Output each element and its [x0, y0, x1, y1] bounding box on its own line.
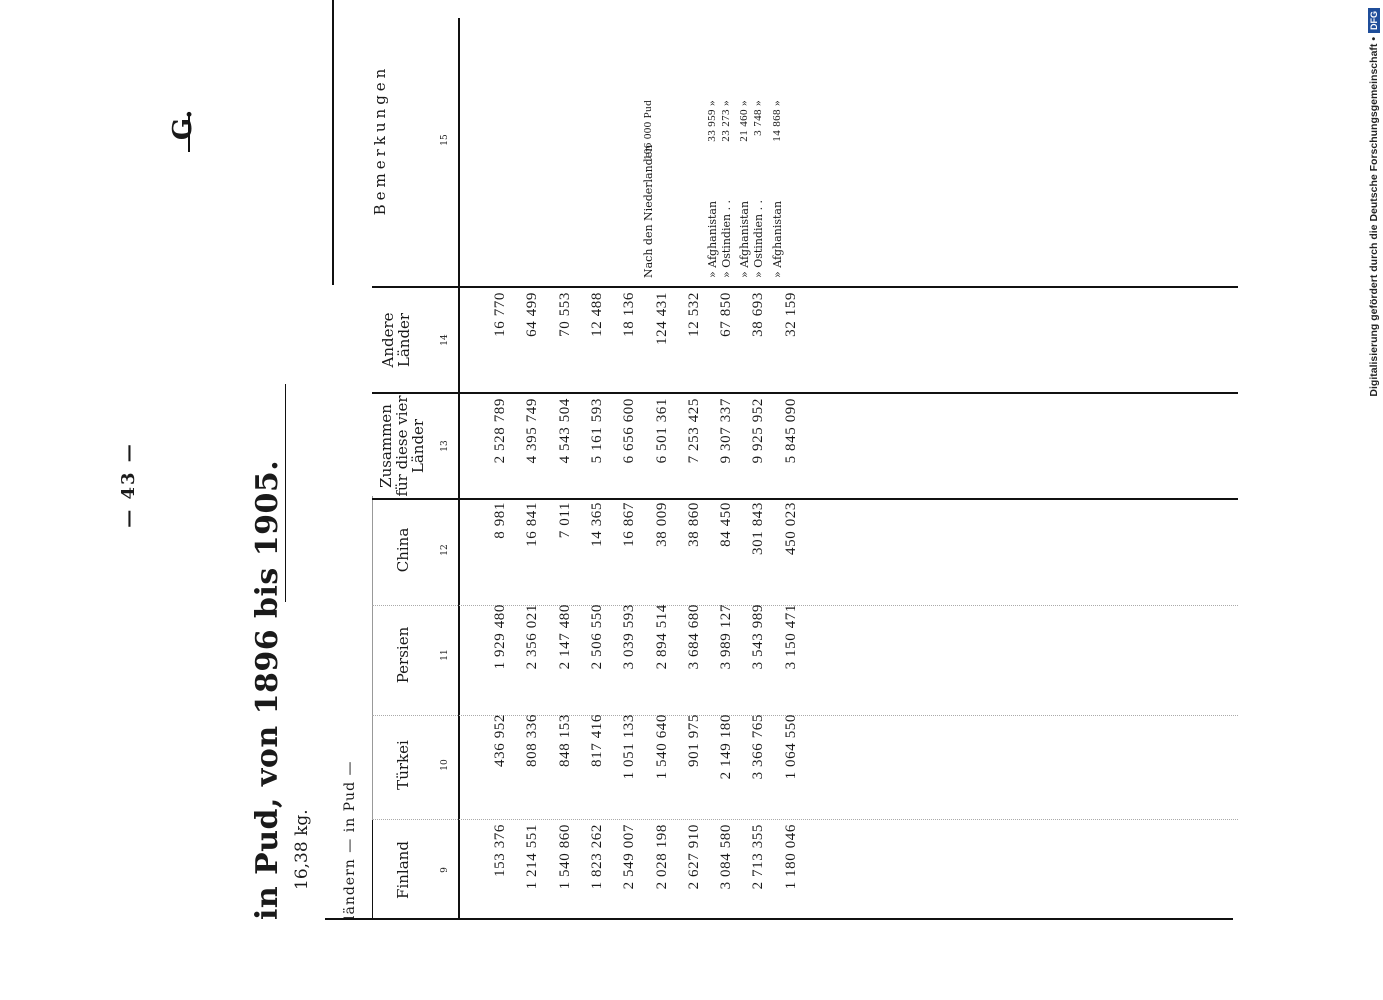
table-cell: 9 925 952 — [750, 398, 767, 464]
table-cell: 436 952 — [492, 714, 508, 767]
column-header: Bemerkungen — [371, 64, 389, 216]
table-cell: 16 841 — [524, 502, 541, 547]
table-cell: 38 693 — [750, 292, 767, 337]
table-cell: 2 528 789 — [492, 398, 508, 464]
table-cell: 1 064 550 — [782, 714, 799, 780]
table-cell: 3 989 127 — [718, 604, 735, 670]
header-sep — [332, 0, 334, 285]
table-cell: 1 180 046 — [782, 824, 799, 890]
table-cell: 153 376 — [492, 824, 508, 877]
table-cell: 67 850 — [718, 292, 735, 337]
header-sep — [285, 384, 286, 602]
col-rule — [372, 496, 373, 600]
table-cell: 8 981 — [492, 502, 508, 539]
table-cell: 16 867 — [621, 502, 638, 547]
column-header: Finland — [394, 841, 412, 899]
section-letter-underline — [188, 112, 190, 152]
table-cell: 848 153 — [556, 714, 573, 767]
remark-text: » Afghanistan — [706, 200, 720, 278]
column-number: 14 — [440, 334, 450, 346]
column-number: 13 — [440, 440, 450, 452]
table-cell: 5 161 593 — [588, 398, 605, 464]
col-sep-13 — [372, 498, 1238, 500]
table-cell: 38 860 — [685, 502, 702, 547]
table-cell: 1 540 640 — [653, 714, 670, 780]
table-cell: 3 150 471 — [782, 604, 799, 670]
table-cell: 1 823 262 — [588, 824, 605, 890]
table-cell: 3 084 580 — [718, 824, 735, 890]
page-title: in Pud, von 1896 bis 1905. — [250, 459, 285, 920]
col-sep-15 — [372, 286, 1238, 288]
table-cell: 2 549 007 — [621, 824, 638, 890]
unit-caption: ländern — in Pud — — [342, 760, 358, 920]
table-cell: 817 416 — [588, 714, 605, 767]
table-cell: 14 365 — [588, 502, 605, 547]
table-cell: 2 356 021 — [524, 604, 541, 670]
remark-text: » Afghanistan — [770, 200, 784, 278]
table-cell: 12 488 — [588, 292, 605, 337]
col-sep-10 — [372, 819, 1238, 820]
table-cell: 2 147 480 — [556, 604, 573, 670]
table-cell: 2 506 550 — [588, 604, 605, 670]
dfg-logo: DFG — [1368, 8, 1380, 33]
table-cell: 3 366 765 — [750, 714, 767, 780]
col-rule — [372, 820, 373, 920]
table-cell: 6 501 361 — [653, 398, 670, 464]
table-cell: 70 553 — [556, 292, 573, 337]
table-cell: 3 039 593 — [621, 604, 638, 670]
table-cell: 301 843 — [750, 502, 767, 555]
table-cell: 7 011 — [556, 502, 573, 539]
dfg-notice — [1366, 8, 1382, 398]
table-cell: 901 975 — [685, 714, 702, 767]
remark-value: 33 959 » — [706, 100, 719, 142]
table-cell: 6 656 600 — [621, 398, 638, 464]
col-rule — [372, 710, 373, 820]
table-cell: 2 894 514 — [653, 604, 670, 670]
table-cell: 84 450 — [718, 502, 735, 547]
remark-value: 3 748 » — [752, 100, 765, 136]
col-sep-14 — [372, 392, 1238, 394]
table-cell: 12 532 — [685, 292, 702, 337]
table-cell: 16 770 — [492, 292, 508, 337]
remark-text: » Ostindien . . — [752, 199, 766, 278]
remark-value: 23 273 » — [720, 100, 733, 142]
table-cell: 450 023 — [782, 502, 799, 555]
table-cell: 9 307 337 — [718, 398, 735, 464]
table-cell: 1 929 480 — [492, 604, 508, 670]
column-header: Persien — [394, 626, 412, 684]
table-cell: 18 136 — [621, 292, 638, 337]
table-cell: 3 543 989 — [750, 604, 767, 670]
table-cell: 1 214 551 — [524, 824, 541, 890]
column-number: 12 — [440, 544, 450, 556]
header-rule — [458, 18, 460, 920]
table-cell: 2 627 910 — [685, 824, 702, 890]
remark-text: » Afghanistan — [738, 200, 752, 278]
remark-value: 21 460 » — [738, 100, 751, 142]
table-cell: 32 159 — [782, 292, 799, 337]
column-number: 15 — [440, 134, 450, 146]
table-cell: 1 051 133 — [621, 714, 638, 780]
table-cell: 1 540 860 — [556, 824, 573, 890]
table-cell: 2 149 180 — [718, 714, 735, 780]
page-number: — 43 — — [118, 442, 139, 528]
remark-text: » Ostindien . . — [720, 199, 734, 278]
column-number: 10 — [440, 759, 450, 771]
table-cell: 64 499 — [524, 292, 541, 337]
table-cell: 124 431 — [653, 292, 670, 345]
column-number: 11 — [440, 649, 450, 661]
col-rule — [372, 600, 373, 710]
table-cell: 2 713 355 — [750, 824, 767, 890]
table-top-border — [325, 918, 1233, 920]
table-cell: 38 009 — [653, 502, 670, 547]
remark-text: Nach den Niederlanden — [641, 144, 655, 278]
column-header: Zusammen für diese vier Länder — [377, 395, 427, 497]
column-header: Andere Länder — [379, 312, 413, 368]
column-header: China — [394, 527, 412, 573]
column-number: 9 — [440, 867, 450, 873]
table-cell: 2 028 198 — [653, 824, 670, 890]
table-cell: 4 543 504 — [556, 398, 573, 464]
page-subtitle: 16,38 kg. — [292, 809, 312, 890]
dfg-notice-text: Digitalisierung gefördert durch die Deutsche Forschungsgemeinschaft • — [1368, 37, 1380, 397]
table-cell: 808 336 — [524, 714, 541, 767]
table-cell: 7 253 425 — [685, 398, 702, 464]
table-cell: 3 684 680 — [685, 604, 702, 670]
remark-value: 106 000 Pud — [641, 100, 654, 161]
column-header: Türkei — [394, 740, 412, 790]
table-cell: 5 845 090 — [782, 398, 799, 464]
remark-value: 14 868 » — [770, 100, 783, 142]
table-cell: 4 395 749 — [524, 398, 541, 464]
section-letter: G. — [168, 109, 198, 141]
